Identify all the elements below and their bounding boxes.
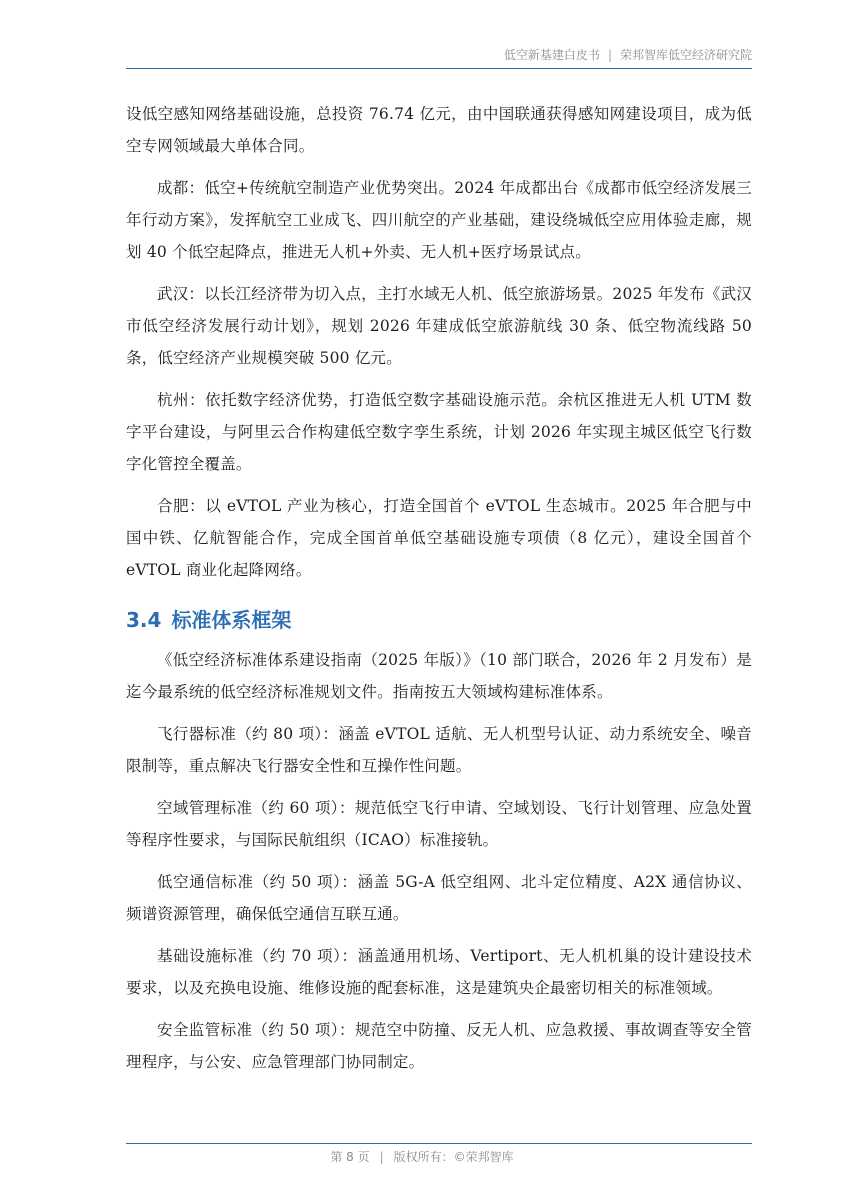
header-org-name: 荣邦智库低空经济研究院	[619, 48, 752, 62]
paragraph-guideline-intro: 《低空经济标准体系建设指南（2025 年版）》（10 部门联合，2026 年 2 月发布）是迄今最系统的低空经济标准规划文件。指南按五大领域构建标准体系。	[126, 651, 752, 701]
section-number: 3.4	[126, 608, 162, 632]
page-number: 第 8 页	[330, 1150, 370, 1164]
copyright-notice: 版权所有：©荣邦智库	[393, 1150, 514, 1164]
footer-divider	[126, 1143, 752, 1144]
section-title: 标准体系框架	[171, 608, 292, 632]
section-heading	[126, 604, 752, 636]
paragraph-hangzhou: 杭州：依托数字经济优势，打造低空数字基础设施示范。余杭区推进无人机 UTM 数字平台建设，与阿里云合作构建低空数字孪生系统，计划 2026 年实现主城区低空飞行数字化管控全覆盖。	[126, 391, 752, 473]
paragraph-chengdu: 成都：低空+传统航空制造产业优势突出。2024 年成都出台《成都市低空经济发展三年行动方案》，发挥航空工业成飞、四川航空的产业基础，建设绕城低空应用体验走廊，规划 40 个低空起降点，推进无人机+外卖、无人机+医疗场景试点。	[126, 179, 752, 261]
paragraph-safety-standards: 安全监管标准（约 50 项）：规范空中防撞、反无人机、应急救援、事故调查等安全管理程序，与公安、应急管理部门协同制定。	[126, 1021, 752, 1071]
running-header	[126, 46, 752, 68]
paragraph-wuhan: 武汉：以长江经济带为切入点，主打水域无人机、低空旅游场景。2025 年发布《武汉市低空经济发展行动计划》，规划 2026 年建成低空旅游航线 30 条、低空物流线路 50 条，低空经济产业规模突破 500 亿元。	[126, 285, 752, 367]
page-footer	[0, 1148, 844, 1165]
header-doc-title: 低空新基建白皮书	[503, 48, 600, 62]
paragraph-communication-standards: 低空通信标准（约 50 项）：涵盖 5G-A 低空组网、北斗定位精度、A2X 通信协议、频谱资源管理，确保低空通信互联互通。	[126, 873, 752, 923]
page-body	[126, 98, 752, 1088]
paragraph-continued: 设低空感知网络基础设施，总投资 76.74 亿元，由中国联通获得感知网建设项目，成为低空专网领域最大单体合同。	[126, 105, 752, 155]
paragraph-airspace-standards: 空域管理标准（约 60 项）：规范低空飞行申请、空域划设、飞行计划管理、应急处置等程序性要求，与国际民航组织（ICAO）标准接轨。	[126, 799, 752, 849]
paragraph-infrastructure-standards: 基础设施标准（约 70 项）：涵盖通用机场、Vertiport、无人机机巢的设计建设技术要求，以及充换电设施、维修设施的配套标准，这是建筑央企最密切相关的标准领域。	[126, 947, 752, 997]
paragraph-hefei: 合肥：以 eVTOL 产业为核心，打造全国首个 eVTOL 生态城市。2025 年合肥与中国中铁、亿航智能合作，完成全国首单低空基础设施专项债（8 亿元），建设全国首个 eVTOL 商业化起降网络。	[126, 497, 752, 579]
paragraph-aircraft-standards: 飞行器标准（约 80 项）：涵盖 eVTOL 适航、无人机型号认证、动力系统安全、噪音限制等，重点解决飞行器安全性和互操作性问题。	[126, 725, 752, 775]
header-divider	[126, 68, 752, 69]
header-separator: |	[607, 48, 612, 62]
footer-separator: |	[379, 1150, 384, 1164]
